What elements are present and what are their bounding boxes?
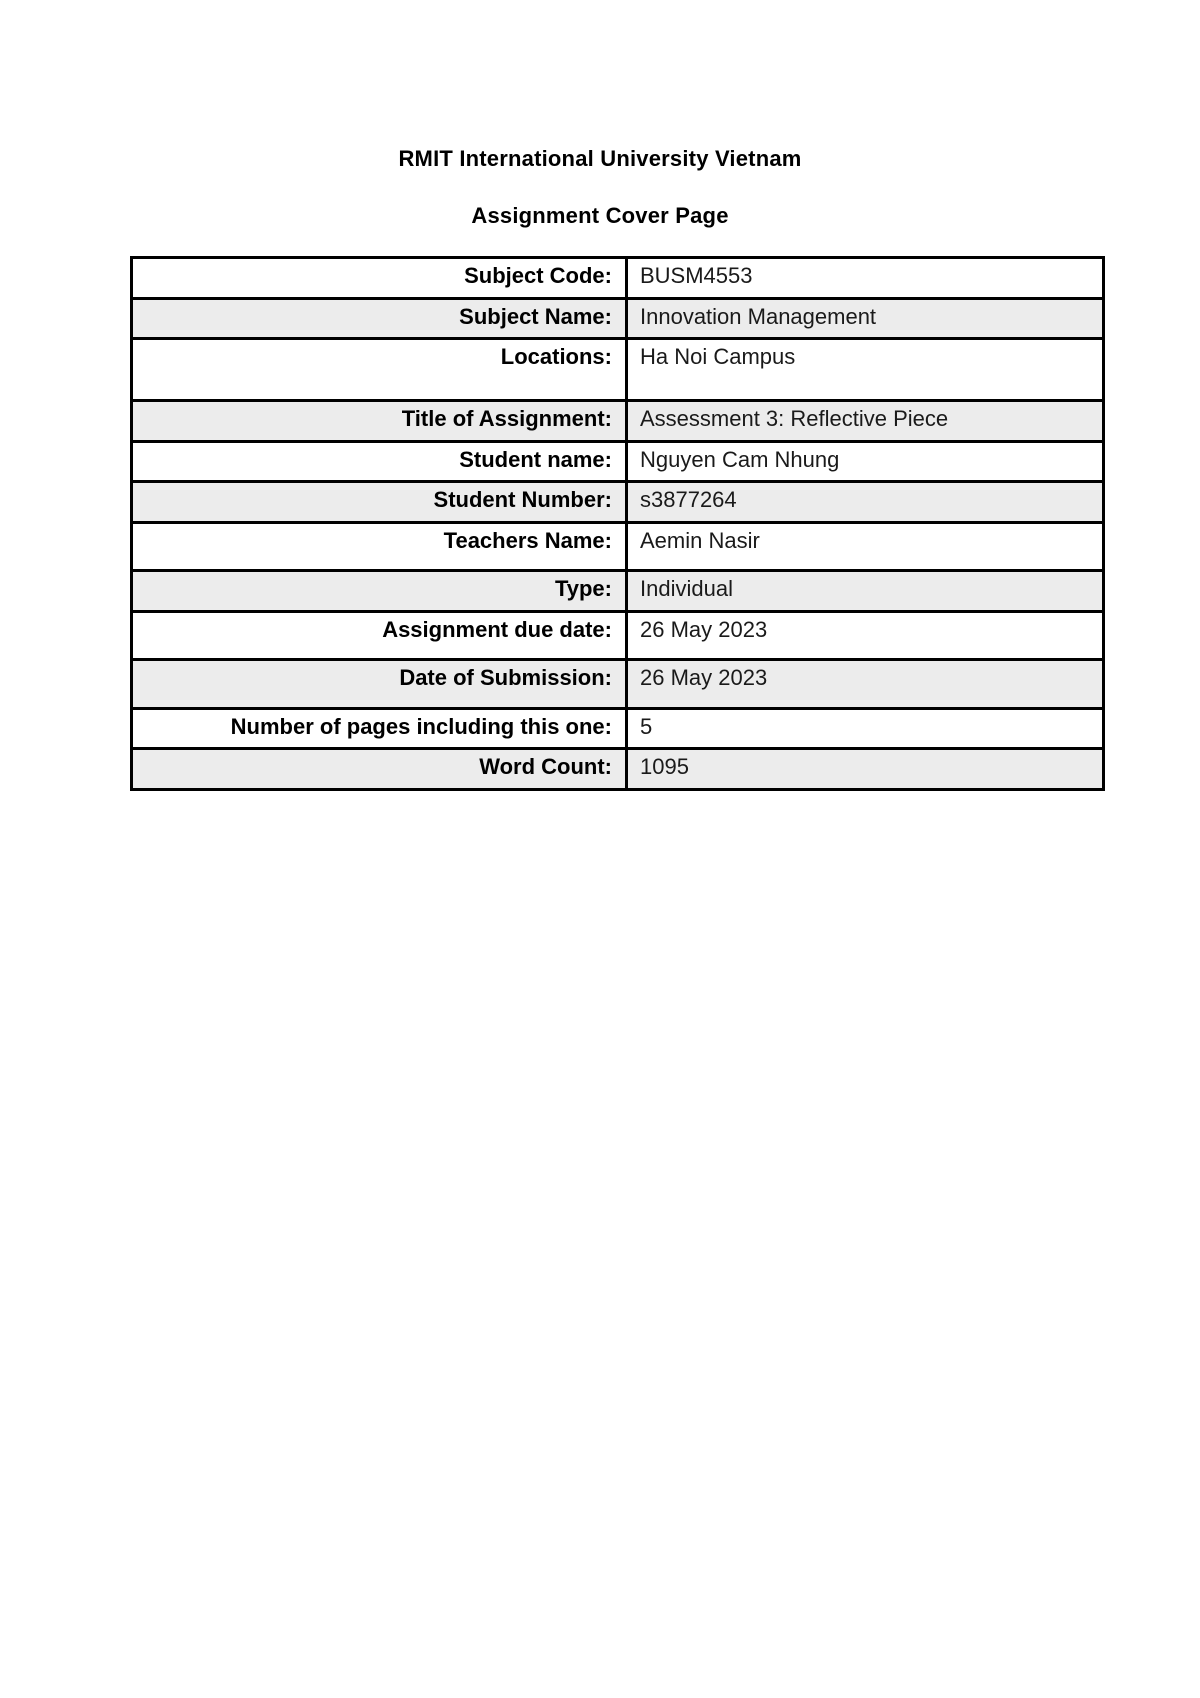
row-label: Subject Code: — [132, 258, 627, 299]
table-row-teachers-name — [132, 523, 1104, 571]
table-row-student-number — [132, 482, 1104, 523]
table-row-number-of-pages — [132, 709, 1104, 749]
table-row-title-of-assignment — [132, 401, 1104, 442]
row-label: Subject Name: — [132, 299, 627, 339]
page-title: Assignment Cover Page — [471, 203, 729, 228]
row-value: Aemin Nasir — [627, 523, 1104, 571]
row-value: BUSM4553 — [627, 258, 1104, 299]
row-value: 5 — [627, 709, 1104, 749]
row-label: Student Number: — [132, 482, 627, 523]
cover-details-table — [130, 256, 1105, 791]
row-label: Date of Submission: — [132, 660, 627, 709]
university-title: RMIT International University Vietnam — [398, 146, 802, 171]
row-value: 26 May 2023 — [627, 660, 1104, 709]
table-row-locations — [132, 339, 1104, 401]
row-value: Ha Noi Campus — [627, 339, 1104, 401]
row-label: Teachers Name: — [132, 523, 627, 571]
row-value: 1095 — [627, 749, 1104, 790]
table-row-subject-code — [132, 258, 1104, 299]
row-label: Assignment due date: — [132, 612, 627, 660]
row-value: Innovation Management — [627, 299, 1104, 339]
row-value: Nguyen Cam Nhung — [627, 442, 1104, 482]
row-value: Assessment 3: Reflective Piece — [627, 401, 1104, 442]
row-label: Number of pages including this one: — [132, 709, 627, 749]
row-value: Individual — [627, 571, 1104, 612]
table-row-subject-name — [132, 299, 1104, 339]
row-value: s3877264 — [627, 482, 1104, 523]
row-label: Title of Assignment: — [132, 401, 627, 442]
row-label: Type: — [132, 571, 627, 612]
table-row-word-count — [132, 749, 1104, 790]
table-row-date-of-submission — [132, 660, 1104, 709]
row-label: Locations: — [132, 339, 627, 401]
row-value: 26 May 2023 — [627, 612, 1104, 660]
row-label: Word Count: — [132, 749, 627, 790]
table-row-student-name — [132, 442, 1104, 482]
row-label: Student name: — [132, 442, 627, 482]
table-row-assignment-due-date — [132, 612, 1104, 660]
table-row-type — [132, 571, 1104, 612]
